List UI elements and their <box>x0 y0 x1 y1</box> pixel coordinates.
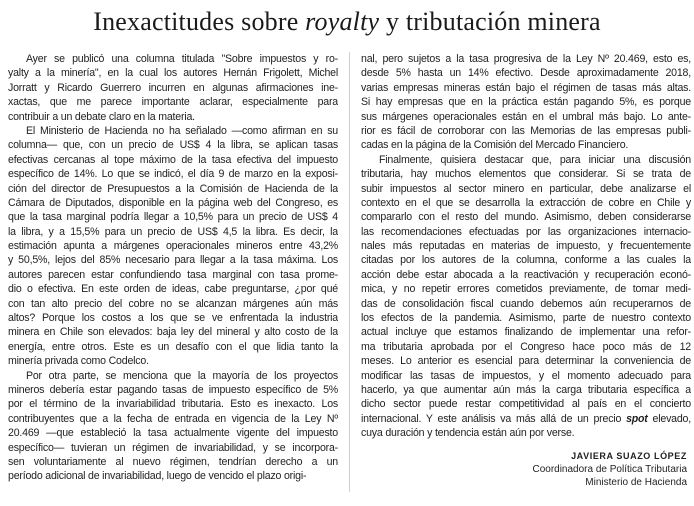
headline-part-2: y tributación minera <box>379 7 601 36</box>
text-line: minería privada como Codelco. <box>8 355 149 368</box>
text-line: los efectos de la pandemia. Asimismo, parte de nuestro contexto <box>361 312 691 325</box>
text-line: Jorratt y Ricardo Guerrero incurren en algunas afirmaciones ine- <box>8 81 338 94</box>
text-line: sen voluntariamente al nuevo régimen, tendrían derecho a un <box>8 455 338 468</box>
text-line: yalty a la minería", en la cual los autores Hernán Frigolett, Michel <box>8 67 338 80</box>
text-line: autores parecen estar confundiendo tasa marginal con tasa prome- <box>8 268 338 281</box>
text-line: contribuir a un debate claro en la materia. <box>8 110 195 123</box>
text-line: estimación apunta a márgenes operacionales mineros entre 43,2% <box>8 240 338 253</box>
text-line: Finalmente, quisiera destacar que, para iniciar una discusión <box>379 153 691 166</box>
text-line: Cámara de Diputados, disponible en la página web del Congreso, es <box>8 196 338 209</box>
author-name: JAVIERA SUAZO LÓPEZ <box>571 451 687 461</box>
text-line: 20.469 —que estableció la tasa actualmente vigente del impuesto <box>8 427 338 440</box>
author-role: Coordinadora de Política Tributaria <box>532 464 687 475</box>
text-line: actual incluye que estamos finalizando de implementar una refor- <box>361 326 691 339</box>
text-line: rior es fácil de corroborar con las Memorias de las empresas publi- <box>361 124 691 137</box>
text-line: con tan alto precio del cobre no se alcanzan márgenes aún más <box>8 297 338 310</box>
headline <box>0 5 694 39</box>
text-line: mica, y no repetir errores cometidos previamente, de tomar medi- <box>361 283 691 296</box>
italic-word: spot <box>626 412 648 425</box>
text-line: período adicional de invariabilidad, luego de vencido el plazo origi- <box>8 470 307 483</box>
text-line: das de consolidación fiscal cuando debemos aún recuperarnos de <box>361 297 691 310</box>
text-line: Ayer se publicó una columna titulada "Sobre impuestos y ro- <box>26 53 338 65</box>
left-column <box>8 52 338 484</box>
text-line: cadas en la página de la Comisión del Mercado Financiero. <box>361 139 629 152</box>
text-line: nales más reputadas en materias de impuesto, y frecuentemente <box>361 240 691 253</box>
text-line: energía, entre otros. Este es un desafío con el que lidia tanto la <box>8 340 338 353</box>
text-line: y 50,5%, lejos del 85% necesario para llegar a la tasa máxima. Los <box>8 254 338 267</box>
text-line: hacerlo, ya que aumentar aún más la carga tributaria específica a <box>361 383 691 396</box>
text-line: nal, pero sujetos a la tasa progresiva de la Ley Nº 20.469, esto es, <box>361 53 691 65</box>
headline-part-1: Inexactitudes sobre <box>93 7 306 36</box>
text-line: xactas, que me parece importante aclarar, especialmente para <box>8 96 338 109</box>
author-ministry: Ministerio de Hacienda <box>585 476 687 488</box>
text-line: ma tributaria aprobada por el Congreso hace poco más de 12 <box>361 340 691 353</box>
text-line: minera en Chile son elevados: baja ley del mineral y alto costo de la <box>8 326 338 339</box>
text-line: específico— tuvieran un régimen de invariabilidad, y se incorpora- <box>8 441 338 454</box>
text-line: columna— que, con un precio de US$ 4 la libra, se aplican tasas <box>8 139 338 152</box>
text-line: compararlo con el resto del mundo. Asimismo, deben considerarse <box>361 211 691 224</box>
text-line: contexto en el que se desarrolla la extracción de cobre en Chile y <box>361 196 691 209</box>
headline-italic: royalty <box>305 7 380 36</box>
text-line: subir impuestos al sector minero en particular, debe analizarse el <box>361 182 691 195</box>
text-line: altos? Porque los costos a los que se ve enfrentada la industria <box>8 312 338 325</box>
text-line: que la tasa marginal podría llegar a 10,5% para un precio de US$ 4 <box>8 211 338 224</box>
text-line: citadas por los autores de la columna, conforme a las cuales la <box>361 254 691 267</box>
text-line: meses. Lo anterior es esencial para determinar la conveniencia de <box>361 355 691 368</box>
text-line: acción debe estar abocada a la reactivación y recuperación econó- <box>361 268 691 281</box>
signature-block <box>361 448 687 489</box>
text-line: las recomendaciones efectuadas por las organizaciones internacio- <box>361 225 691 238</box>
text-line: Por otra parte, se menciona que la mayoría de los proyectos <box>26 369 338 382</box>
text-line: la libra, y a 15,5% para un precio de US$ 4,5 la libra. Es decir, la <box>8 225 338 238</box>
text-line: tributaria, hay muchos elementos que considerar. Si se trata de <box>361 168 691 181</box>
text-line: dicho sector puede restar competitividad al país en el concierto <box>361 398 691 411</box>
text-line: contribuyentes que a la fecha de entrada en vigencia de la Ley Nº <box>8 412 338 425</box>
text-line: varias empresas mineras están bajo el régimen de tasas más altas. <box>361 81 691 94</box>
text-line: sus márgenes operacionales están en el umbral más bajo. Lo ante- <box>361 110 691 123</box>
text-line: efectivas cercanas al tope máximo de la tasa efectiva del impuesto <box>8 153 338 166</box>
text-line: cuya duración y tendencia están aún por verse. <box>361 427 575 440</box>
column-divider <box>349 52 350 492</box>
text-line: ción del director de Presupuestos a la Comisión de Hacienda de la <box>8 182 338 195</box>
text-line: por el término de la invariabilidad tributaria. Esto es inexacto. Los <box>8 398 338 411</box>
text-line: específico de 14%. Lo que se indicó, el día 9 de marzo en la exposi- <box>8 168 338 181</box>
right-column <box>361 52 691 441</box>
text-line: internacional. Y este análisis va más allá de un precio spot elevado, <box>361 412 691 425</box>
text-line: modificar las tasas de impuestos, y el momento adecuado para <box>361 369 691 382</box>
text-line: mineros debería estar pagando tasas de impuesto específico de 5% <box>8 383 338 396</box>
text-line: desde 5% hasta un 14% efectivo. Desde aproximadamente 2018, <box>361 67 691 80</box>
text-line: dio o efectiva. En este orden de ideas, cabe preguntarse, ¿por qué <box>8 283 338 296</box>
text-line: El Ministerio de Hacienda no ha señalado —como afirman en su <box>26 124 338 137</box>
text-line: Si hay empresas que en la práctica están pagando 5%, es porque <box>361 96 691 109</box>
